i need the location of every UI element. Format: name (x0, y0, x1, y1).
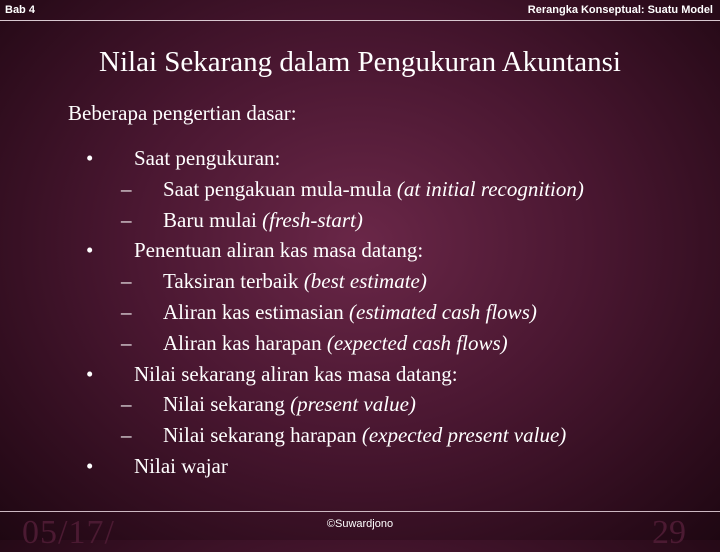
sub-item-text (163, 389, 416, 420)
sub-item-label: Nilai sekarang harapan (163, 423, 362, 448)
sub-item (0, 420, 720, 451)
dash-icon: – (121, 423, 132, 448)
sub-item-label: Nilai sekarang (163, 392, 291, 417)
sub-item-english-term: (fresh-start) (262, 207, 363, 232)
bullet-item (0, 451, 720, 482)
sub-item-text (163, 205, 363, 236)
bullet-text: Saat pengukuran: (134, 146, 281, 170)
sub-item-label: Aliran kas harapan (163, 330, 327, 355)
bullet-icon: • (86, 453, 94, 478)
dash-icon: – (121, 176, 132, 201)
sub-item-label: Aliran kas estimasian (163, 299, 350, 324)
sub-item-english-term: (expected cash flows) (326, 330, 508, 355)
dash-icon: – (121, 207, 132, 232)
sub-item-text (163, 328, 508, 359)
slide-title: Nilai Sekarang dalam Pengukuran Akuntansi (99, 46, 621, 78)
dash-icon: – (121, 299, 132, 324)
sub-item-english-term: (estimated cash flows) (349, 299, 537, 324)
header-divider (0, 20, 720, 21)
bullet-icon: • (86, 361, 94, 386)
sub-item-label: Taksiran terbaik (163, 269, 304, 294)
slide-number: 29 (652, 514, 686, 551)
bullet-item (0, 359, 720, 390)
sub-item (0, 328, 720, 359)
slide-subtitle: Beberapa pengertian dasar: (68, 101, 297, 125)
footer-copyright: ©Suwardjono (326, 518, 394, 530)
dash-icon: – (121, 330, 132, 355)
bullet-text: Penentuan aliran kas masa datang: (134, 238, 424, 263)
chapter-title: Rerangka Konseptual: Suatu Model (527, 4, 713, 16)
sub-item-text (163, 174, 584, 205)
bullet-icon: • (86, 146, 94, 170)
footer-date: 05/17/ (22, 514, 115, 551)
sub-item-text (163, 266, 427, 297)
dash-icon: – (121, 392, 132, 417)
bullet-item (0, 235, 720, 266)
sub-item (0, 297, 720, 328)
bullet-text: Nilai sekarang aliran kas masa datang: (134, 361, 458, 386)
footer-divider (0, 511, 720, 512)
bullet-item (0, 143, 720, 174)
bullet-text: Nilai wajar (134, 453, 228, 478)
dash-icon: – (121, 269, 132, 294)
sub-item-english-term: (expected present value) (361, 423, 567, 448)
sub-item-english-term: (best estimate) (303, 269, 427, 294)
sub-item-label: Baru mulai (163, 207, 263, 232)
sub-item-label: Saat pengakuan mula-mula (163, 176, 397, 201)
sub-item-english-term: (at initial recognition) (396, 176, 584, 201)
sub-item-text (163, 420, 566, 451)
sub-item (0, 174, 720, 205)
sub-item-text (163, 297, 537, 328)
bullet-list (0, 143, 720, 482)
sub-item (0, 205, 720, 236)
sub-item (0, 389, 720, 420)
chapter-label: Bab 4 (5, 4, 35, 16)
bullet-icon: • (86, 238, 94, 263)
sub-item (0, 266, 720, 297)
sub-item-english-term: (present value) (290, 392, 416, 417)
